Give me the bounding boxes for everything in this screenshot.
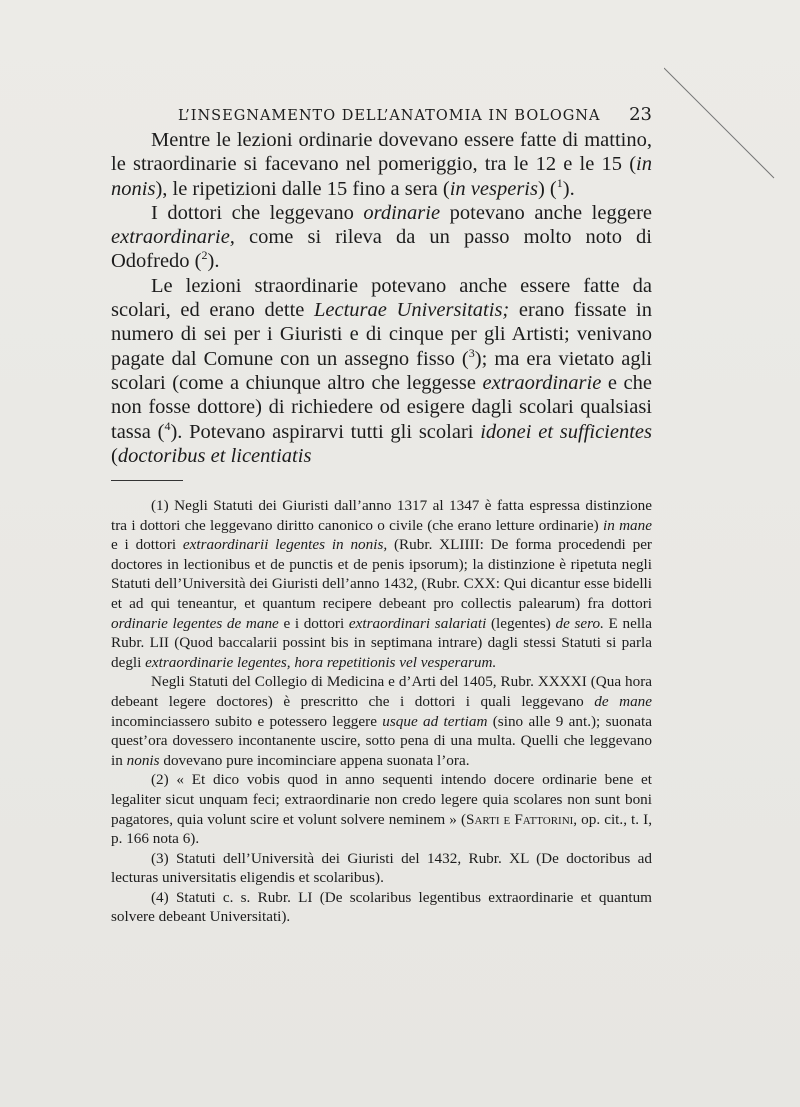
- paragraph-3: Le lezioni straordinarie potevano anche essere fatte da scolari, ed erano dette Lecturae Universitatis; erano fissate in numero di sei per i Giuristi e di cinque per gli Artisti; venivano pagate dal Comune con un assegno fisso ($^3$); ma era vietato agli scolari (come a chiunque altro che leggesse extraordinarie e che non fosse dottore) di richiedere od esigere dagli scolari qualsiasi tassa ($^4$). Potevano aspirarvi tutti gli scolari idonei et sufficientes (doctoribus et licentiatis: [111, 274, 652, 467]
- footnote-3: (3) Statuti dell’Università dei Giuristi del 1432, Rubr. XL (De doctoribus ad lecturas universitatis eligendis et scolaribus).: [111, 849, 652, 887]
- page-number: 23: [629, 104, 652, 125]
- running-header: [178, 104, 652, 125]
- main-text: [111, 128, 652, 468]
- footnote-ref-3[interactable]: 3: [468, 345, 475, 360]
- footnote-divider: [111, 480, 183, 481]
- footnote-4: (4) Statuti c. s. Rubr. LI (De scolaribus legentibus extraordinarie et quantum solvere debeant Universitati).: [111, 888, 652, 926]
- footnote-ref-1[interactable]: 1: [556, 175, 563, 190]
- footnotes: [111, 496, 652, 927]
- footnote-ref-2[interactable]: 2: [201, 248, 208, 263]
- page-corner-mark: [664, 60, 784, 180]
- footnote-1: (1) Negli Statuti dei Giuristi dall’anno 1317 al 1347 è fatta espressa distinzione tra i dottori che leggevano diritto canonico o civile (che erano letture ordinarie) in mane e i dottori extraordinarii legentes in nonis, (Rubr. XLIIII: De forma procedendi per doctores in lectionibus et de punctis et de penis ipsorum); la distinzione è ripetuta negli Statuti dell’Università dei Giuristi dell’anno 1432, (Rubr. CXX: Qui dicantur esse bidelli et ad qui teneantur, et quantum recipere debeant pro collectis palearum) fra dottori ordinarie legentes de mane e i dottori extraordinari salariati (legentes) de sero. E nella Rubr. LII (Quod baccalarii possint bis in septimana intrare) dagli stessi Statuti si parla degli extraordinarie legentes, hora repetitionis vel vesperarum.: [111, 497, 652, 671]
- footnote-ref-4[interactable]: 4: [164, 418, 171, 433]
- paragraph-2: I dottori che leggevano ordinarie potevano anche leggere extraordinarie, come si rileva da un passo molto noto di Odofredo ($^2$).: [111, 201, 652, 273]
- running-title: L’INSEGNAMENTO DELL’ANATOMIA IN BOLOGNA: [178, 108, 601, 124]
- footnote-2: (2) « Et dico vobis quod in anno sequenti intendo docere ordinarie bene et legaliter sicut unquam feci; extraordinarie non credo legere quia scolares non sunt boni pagatores, quia volunt scire et volunt solvere neminem » (Sarti e Fattorini, op. cit., t. I, p. 166 nota 6).: [111, 771, 652, 848]
- paragraph-1: Mentre le lezioni ordinarie dovevano essere fatte di mattino, le straordinarie si facevano nel pomeriggio, tra le 12 e le 15 (in nonis), le ripetizioni dalle 15 fino a sera (in vesperis) ($^1$).: [111, 129, 652, 200]
- footnote-1-continued: Negli Statuti del Collegio di Medicina e d’Arti del 1405, Rubr. XXXXI (Qua hora debeant legere doctores) è prescritto che i dottori i quali leggevano de mane incominciassero subito e potessero leggere usque ad tertiam (sino alle 9 ant.); suonata quest’ora dovessero incontanente uscire, sotto pena di una multa. Quelli che leggevano in nonis dovevano pure incominciare appena suonata l’ora.: [111, 673, 653, 769]
